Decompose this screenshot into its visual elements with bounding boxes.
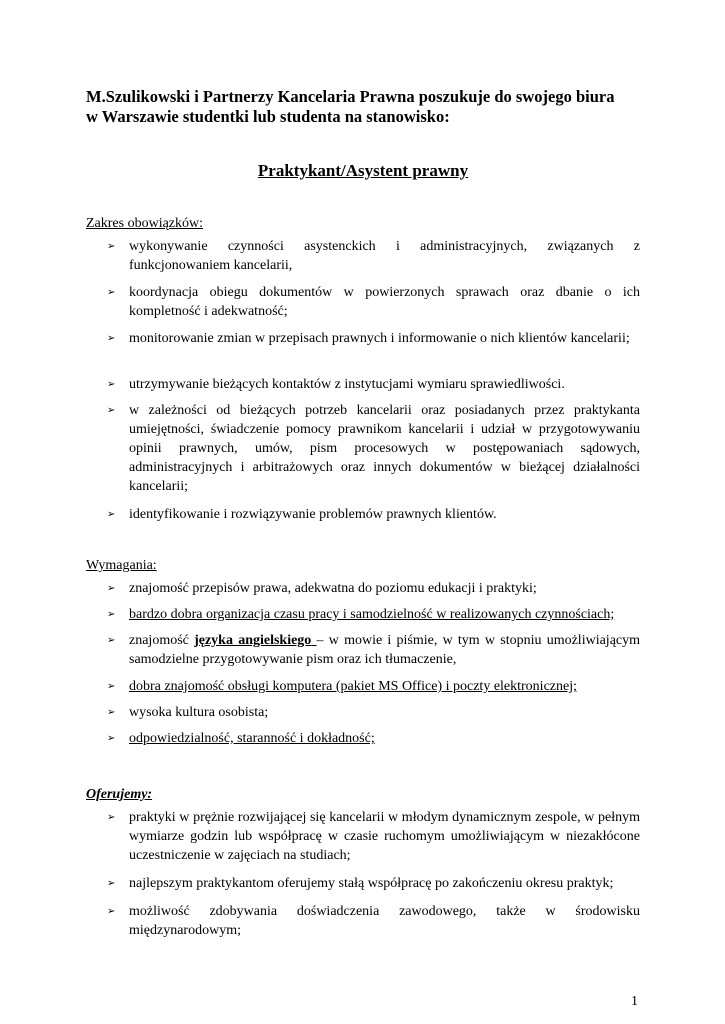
list-item-text: wysoka kultura osobista; <box>129 705 269 720</box>
list-item-text: znajomość przepisów prawa, adekwatna do poziomu edukacji i praktyki; <box>129 581 537 596</box>
arrow-bullet-icon: ➢ <box>107 379 116 390</box>
arrow-bullet-icon: ➢ <box>107 878 116 889</box>
requirements-heading: Wymagania: <box>86 558 157 573</box>
list-item-text: monitorowanie zmian w przepisach prawnych i informowanie o nich klientów kancelarii; <box>129 331 630 346</box>
english-language-emphasis: języka angielskiego <box>194 633 312 648</box>
list-item-text: identyfikowanie i rozwiązywanie problemów prawnych klientów. <box>129 507 497 522</box>
responsibilities-heading: Zakres obowiązków: <box>86 216 204 231</box>
list-item-text: dobra znajomość obsługi komputera (pakiet MS Office) i poczty elektronicznej; <box>129 679 577 694</box>
english-pre: znajomość <box>129 633 195 648</box>
heading-line-1: M.Szulikowski i Partnerzy Kancelaria Prawna poszukuje do swojego biura <box>86 87 615 106</box>
arrow-bullet-icon: ➢ <box>107 906 116 917</box>
arrow-bullet-icon: ➢ <box>107 583 116 594</box>
list-item-text: praktyki w prężnie rozwijającej się kancelarii w młodym dynamicznym zespole, w pełnym wymiarze godzin lub współpracę w czasie ruchomym umożliwiającym w niezakłócone uczestniczenie w zajęciach na studiach; <box>129 810 640 863</box>
arrow-bullet-icon: ➢ <box>107 707 116 718</box>
english-post: – w mowie i piśmie, w tym w stopniu umożliwiającym samodzielne przygotowywanie pism oraz ich tłumaczenie, <box>129 633 641 667</box>
list-item-text: utrzymywanie bieżących kontaktów z instytucjami wymiaru sprawiedliwości. <box>129 377 565 392</box>
list-item-text: wykonywanie czynności asystenckich i administracyjnych, związanych z funkcjonowaniem kancelarii, <box>129 239 640 273</box>
list-item-text: koordynacja obiegu dokumentów w powierzonych sprawach oraz dbanie o ich kompletność i adekwatność; <box>129 285 640 319</box>
offer-heading: Oferujemy: <box>86 787 153 802</box>
position-title: Praktykant/Asystent prawny <box>257 161 469 180</box>
list-item-text: w zależności od bieżących potrzeb kancelarii oraz posiadanych przez praktykanta umiejętności, świadczenie pomocy prawnikom kancelarii i udział w przygotowywaniu opinii prawnych, umów, pism procesowych w postępowaniach sądowych, administracyjnych i arbitrażowych oraz innych dokumentów w bieżącej działalności kancelarii; <box>129 403 640 494</box>
arrow-bullet-icon: ➢ <box>107 635 116 646</box>
list-item-text <box>129 631 640 669</box>
arrow-bullet-icon: ➢ <box>107 405 116 416</box>
list-item-text: odpowiedzialność, staranność i dokładność; <box>129 731 375 746</box>
list-item-text: możliwość zdobywania doświadczenia zawodowego, także w środowisku międzynarodowym; <box>129 904 640 938</box>
page-number: 1 <box>631 994 638 1009</box>
arrow-bullet-icon: ➢ <box>107 609 116 620</box>
list-item-text: bardzo dobra organizacja czasu pracy i samodzielność w realizowanych czynnościach; <box>129 607 615 622</box>
list-item-text: najlepszym praktykantom oferujemy stałą współpracę po zakończeniu okresu praktyk; <box>129 876 614 891</box>
arrow-bullet-icon: ➢ <box>107 812 116 823</box>
arrow-bullet-icon: ➢ <box>107 287 116 298</box>
job-posting-heading <box>86 87 640 127</box>
arrow-bullet-icon: ➢ <box>107 333 116 344</box>
arrow-bullet-icon: ➢ <box>107 241 116 252</box>
arrow-bullet-icon: ➢ <box>107 733 116 744</box>
arrow-bullet-icon: ➢ <box>107 509 116 520</box>
heading-line-2: w Warszawie studentki lub studenta na stanowisko: <box>86 107 450 126</box>
arrow-bullet-icon: ➢ <box>107 681 116 692</box>
